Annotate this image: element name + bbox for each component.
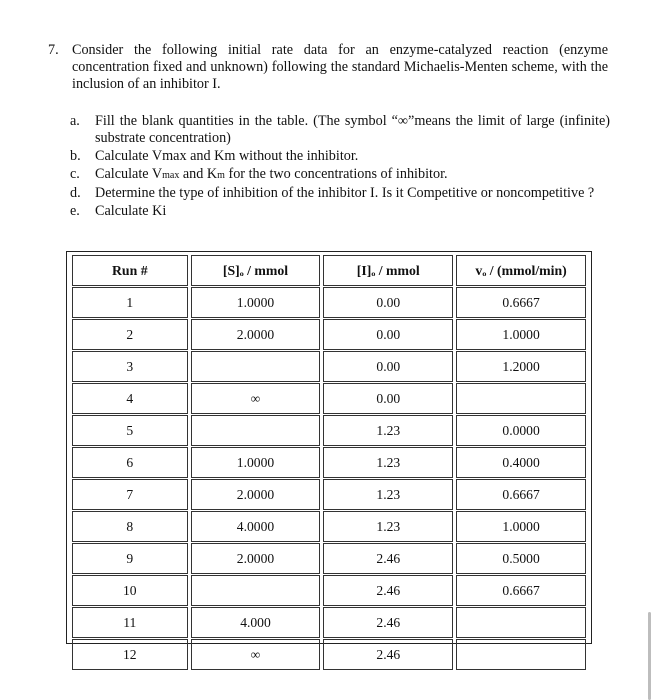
part-label: d. xyxy=(70,185,81,201)
cell-rate: 0.0000 xyxy=(456,415,586,446)
cell-substrate: 1.0000 xyxy=(191,447,321,478)
cell-substrate: ∞ xyxy=(191,383,321,414)
cell-run: 11 xyxy=(72,607,188,638)
table-body xyxy=(72,287,586,670)
cell-run: 8 xyxy=(72,511,188,542)
cell-inhibitor: 1.23 xyxy=(323,447,453,478)
cell-substrate: 2.0000 xyxy=(191,319,321,350)
cell-inhibitor: 2.46 xyxy=(323,607,453,638)
table-row xyxy=(72,575,586,606)
cell-run: 3 xyxy=(72,351,188,382)
part-label: e. xyxy=(70,203,80,219)
cell-substrate: 1.0000 xyxy=(191,287,321,318)
part-text: Determine the type of inhibition of the inhibitor I. Is it Competitive or noncompetitive ? xyxy=(95,185,595,201)
part-d xyxy=(70,185,610,202)
part-label: c. xyxy=(70,166,80,182)
part-label: b. xyxy=(70,148,81,164)
cell-substrate xyxy=(191,575,321,606)
cell-substrate: ∞ xyxy=(191,639,321,670)
part-e xyxy=(70,203,610,220)
cell-substrate xyxy=(191,351,321,382)
header-inhibitor: [I]ₒ / mmol xyxy=(323,255,453,286)
scrollbar[interactable] xyxy=(648,612,651,700)
cell-inhibitor: 2.46 xyxy=(323,543,453,574)
cell-inhibitor: 0.00 xyxy=(323,319,453,350)
table-row xyxy=(72,607,586,638)
part-a xyxy=(70,113,610,147)
cell-run: 2 xyxy=(72,319,188,350)
cell-run: 1 xyxy=(72,287,188,318)
header-rate: vₒ / (mmol/min) xyxy=(456,255,586,286)
cell-substrate: 4.0000 xyxy=(191,511,321,542)
part-text-post: for the two concentrations of inhibitor. xyxy=(224,166,448,182)
table-header-row xyxy=(72,255,586,286)
part-text: Calculate Ki xyxy=(95,203,167,219)
cell-rate: 0.6667 xyxy=(456,287,586,318)
part-text-pre: Calculate V xyxy=(95,166,163,182)
cell-substrate: 4.000 xyxy=(191,607,321,638)
cell-run: 6 xyxy=(72,447,188,478)
cell-run: 12 xyxy=(72,639,188,670)
header-substrate: [S]ₒ / mmol xyxy=(191,255,321,286)
cell-rate: 0.4000 xyxy=(456,447,586,478)
header-run: Run # xyxy=(72,255,188,286)
cell-substrate: 2.0000 xyxy=(191,479,321,510)
table-row xyxy=(72,351,586,382)
cell-rate: 0.6667 xyxy=(456,479,586,510)
cell-substrate: 2.0000 xyxy=(191,543,321,574)
cell-inhibitor: 0.00 xyxy=(323,351,453,382)
cell-inhibitor: 2.46 xyxy=(323,575,453,606)
cell-inhibitor: 1.23 xyxy=(323,511,453,542)
cell-run: 7 xyxy=(72,479,188,510)
rate-data-table-frame xyxy=(66,251,592,662)
cell-inhibitor: 2.46 xyxy=(323,639,453,670)
table-row xyxy=(72,383,586,414)
cell-inhibitor: 1.23 xyxy=(323,479,453,510)
table-row xyxy=(72,447,586,478)
cell-rate: 1.2000 xyxy=(456,351,586,382)
cell-substrate xyxy=(191,415,321,446)
table-row xyxy=(72,479,586,510)
cell-rate: 0.6667 xyxy=(456,575,586,606)
question-number: 7. xyxy=(48,42,59,58)
question-block xyxy=(48,42,608,93)
cell-rate xyxy=(456,383,586,414)
part-text: Calculate Vmax and Km without the inhibitor. xyxy=(95,148,359,164)
table-row xyxy=(72,639,586,670)
part-label: a. xyxy=(70,113,80,129)
cell-run: 4 xyxy=(72,383,188,414)
question-text: Consider the following initial rate data for an enzyme-catalyzed reaction (enzyme concentration fixed and unknown) following the standard Michaelis-Menten scheme, with the inclusion of an inhibitor I. xyxy=(72,42,608,92)
cell-rate xyxy=(456,607,586,638)
part-text xyxy=(95,166,610,184)
table-row xyxy=(72,319,586,350)
cell-rate: 1.0000 xyxy=(456,319,586,350)
cell-run: 5 xyxy=(72,415,188,446)
cell-rate: 1.0000 xyxy=(456,511,586,542)
cell-inhibitor: 0.00 xyxy=(323,383,453,414)
cell-inhibitor: 0.00 xyxy=(323,287,453,318)
table-row xyxy=(72,511,586,542)
vmax-subscript: max xyxy=(162,170,180,181)
cell-inhibitor: 1.23 xyxy=(323,415,453,446)
table-row xyxy=(72,287,586,318)
cell-rate xyxy=(456,639,586,670)
rate-data-table xyxy=(69,254,589,671)
km-subscript: m xyxy=(217,170,225,181)
cell-run: 10 xyxy=(72,575,188,606)
table-row xyxy=(72,415,586,446)
cell-rate: 0.5000 xyxy=(456,543,586,574)
part-text: Fill the blank quantities in the table. (The symbol “∞”means the limit of large (infinite) substrate concentration) xyxy=(95,113,610,146)
part-b xyxy=(70,148,610,165)
cell-run: 9 xyxy=(72,543,188,574)
question-parts xyxy=(70,113,610,221)
part-c xyxy=(70,166,610,184)
table-row xyxy=(72,543,586,574)
part-text-mid: and K xyxy=(179,166,218,182)
